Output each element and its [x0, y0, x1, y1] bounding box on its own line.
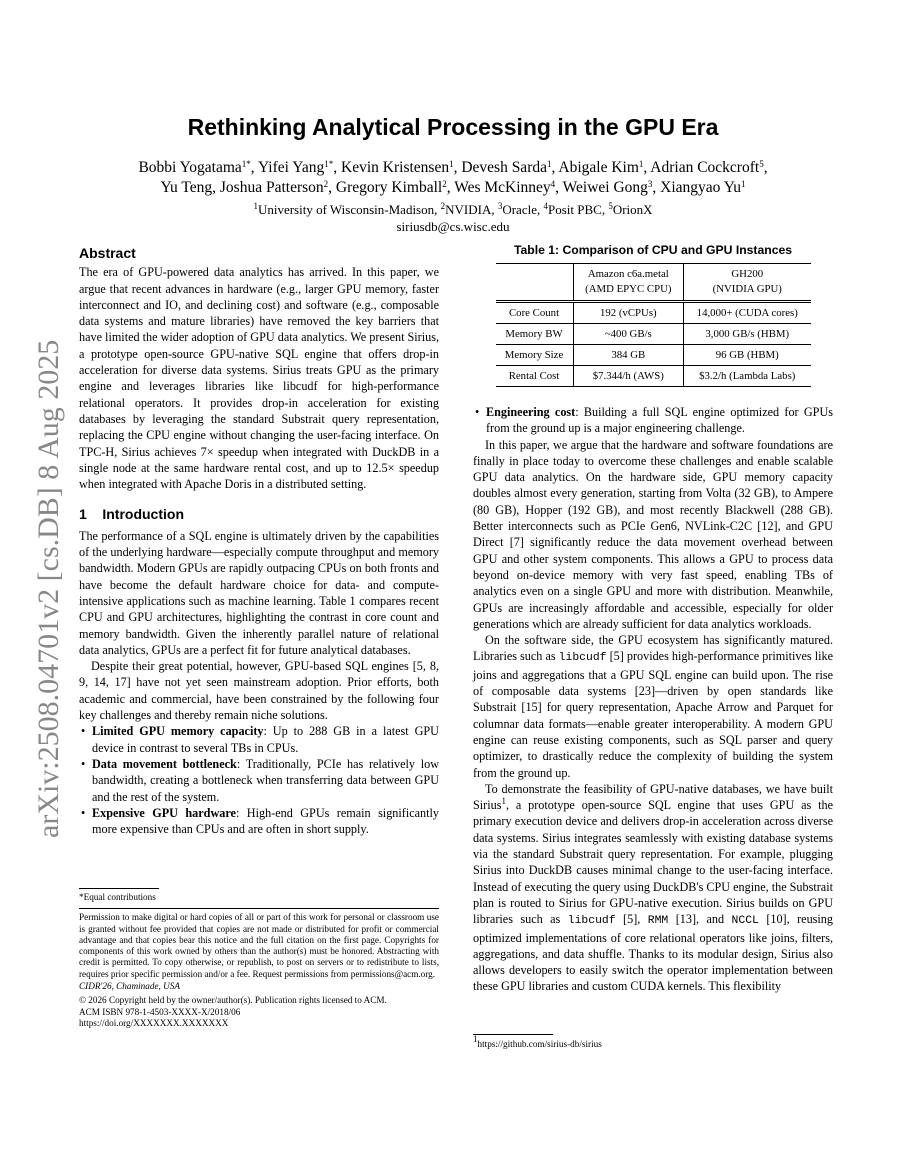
paragraph-sirius: To demonstrate the feasibility of GPU-native databases, we have built Sirius$^1$, a prototype open-source SQL engine that uses GPU as the primary execution device and delivers drop-in acceleration across diverse data systems. Sirius integrates seamlessly with existing database systems via the standard Substrait query representation. For example, plugging Sirius into DuckDB causes minimal change to the user-facing interface. Instead of executing the query using DuckDB's CPU engine, the Substrait plan is routed to Sirius for GPU-native execution. Sirius builds on GPU libraries such as libcudf [5], RMM [13], and NCCL [10], reusing optimized implementations of core relational operators like joins, filters, aggregations, and data shuffle. Thanks to its modular design, Sirius also allows developers to easily switch the operator implementation between these GPU libraries and custom CUDA kernels. This flexibility [473, 781, 833, 994]
right-column [473, 404, 833, 995]
comparison-table-block [473, 243, 833, 387]
challenge-item: • Limited GPU memory capacity: Up to 288 GB in a latest GPU device in contrast to several TBs in CPUs. [92, 723, 439, 756]
doi-link[interactable]: https://doi.org/XXXXXXX.XXXXXXX [79, 1017, 229, 1028]
authors-line-2: Yu Teng, Joshua Patterson$^2$, Gregory Kimball$^2$, Wes McKinney$^4$, Weiwei Gong$^3$, Xiangyao Yu$^1$ [160, 179, 746, 196]
permission-notice: Permission to make digital or hard copies of all or part of this work for personal or classroom use is granted without fee provided that copies are not made or distributed for profit or commercial advantage and that copies bear this notice and the full citation on the first page. Copyrights for components of this work owned by others than the author(s) must be honored. Abstracting with credit is permitted. To copy otherwise, or republish, to post on servers or to redistribute to lists, requires prior specific permission and/or a fee. Request permissions from permissions@acm.org. [79, 912, 439, 979]
equal-contribution-note: *Equal contributions [79, 892, 156, 902]
isbn: ACM ISBN 978-1-4503-XXXX-X/2018/06 [79, 1006, 241, 1017]
footnote-area [79, 888, 439, 1029]
intro-paragraph-2: Despite their great potential, however, GPU-based SQL engines [5, 8, 9, 14, 17] have not yet seen mainstream adoption. Prior efforts, both academic and commercial, have been constrained by the following four key challenges and thereby remain niche solutions. [79, 659, 439, 723]
affiliations [60, 201, 846, 235]
left-column [79, 245, 439, 837]
copyright: © 2026 Copyright held by the owner/author(s). Publication rights licensed to ACM. [79, 995, 387, 1006]
footnote-rule [473, 1034, 553, 1035]
intro-heading: 1 Introduction [79, 506, 184, 523]
paragraph-hardware: In this paper, we argue that the hardware and software foundations are finally in place today to overcome these challenges and enable scalable GPU data analytics. On the hardware side, GPU memory capacity doubles almost every generation, starting from Volta (32 GB), to Ampere (80 GB), Hopper (192 GB), and most recently Blackwell (288 GB). Better interconnects such as PCIe Gen6, NVLink-C2C [12], and GPU Direct [7] significantly reduce the data movement overhead between GPU and other system components. This allows a GPU to process data beyond on-device memory with very fast speed, enabling TBs of analytics even on a single GPU and more with distribution. Meanwhile, GPUs are increasingly affordable and accessible, especially for older generations which are already sufficient for data analytics workloads. [473, 437, 833, 631]
permission-rule [79, 908, 439, 909]
table-header-gpu: GH200 (NVIDIA GPU) [684, 264, 811, 302]
challenge-list [79, 723, 439, 837]
table-row: Memory BW ~400 GB/s 3,000 GB/s (HBM) [496, 324, 811, 345]
table-header-cpu: Amazon c6a.metal (AMD EPYC CPU) [573, 264, 683, 302]
author-list [60, 158, 846, 198]
footnote-rule [79, 888, 159, 889]
table-row: Core Count 192 (vCPUs) 14,000+ (CUDA cores) [496, 302, 811, 324]
challenge-item: • Engineering cost: Building a full SQL engine optimized for GPUs from the ground up is a major engineering challenge. [486, 404, 833, 437]
table-caption: Table 1: Comparison of CPU and GPU Instances [513, 243, 793, 257]
table-header-empty [496, 264, 574, 302]
right-footnote-area [473, 1034, 833, 1050]
challenge-list-cont [473, 404, 833, 437]
arxiv-identifier: arXiv:2508.04701v2 [cs.DB] 8 Aug 2025 [32, 339, 65, 838]
intro-paragraph-1: The performance of a SQL engine is ultimately driven by the capabilities of the underlying hardware—especially compute throughput and memory bandwidth. Modern GPUs are rapidly outpacing CPUs on both fronts and have become the default hardware choice for data- and compute-intensive applications such as machine learning. Table 1 compares recent CPU and GPU architectures, highlighting the contrast in core count and memory bandwidth. Given the inherently parallel nature of relational data analytics, GPUs are a perfect fit for future analytical databases. [79, 528, 439, 657]
paragraph-software: On the software side, the GPU ecosystem has significantly matured. Libraries such as libcudf [5] provides high-performance primitives like joins and aggregations that a GPU SQL engine can build upon. The rise of composable data systems [23]—driven by open standards like Substrait [15] for query representation, Apache Arrow and Parquet for columnar data formats—enable greater interoperability. A modern GPU engine can reuse existing components, such as SQL parser and query optimizer, to drastically reduce the complexity of building the system from the ground up. [473, 633, 834, 780]
contact-email: siriusdb@cs.wisc.edu [396, 219, 510, 234]
table-row: Rental Cost $7.344/h (AWS) $3.2/h (Lambda Labs) [496, 366, 811, 387]
abstract-text: The era of GPU-powered data analytics has arrived. In this paper, we argue that recent advances in hardware (e.g., larger GPU memory, faster interconnect and IO, and declining cost) and software (e.g., composable data systems and mature libraries) have removed the key barriers that have limited the wider adoption of GPU data analytics. We present Sirius, a prototype open-source GPU-native SQL engine that offers drop-in acceleration for diverse data systems. Sirius treats GPU as the primary engine and leverages libraries like libcudf for high-performance relational operators. It provides drop-in acceleration for existing databases by leveraging the standard Substrait query representation, replacing the CPU engine without changing the user-facing interface. On TPC-H, Sirius achieves 7× speedup when integrated with DuckDB in a single node at the same hardware rental cost, and up to 12.5× speedup when integrated with Apache Doris in a distributed setting. [79, 265, 439, 492]
arxiv-sidebar-stamp [10, 330, 70, 840]
challenge-item: • Data movement bottleneck: Traditionally, PCIe has relatively low bandwidth, creating a bottleneck when transferring data between GPU and the rest of the system. [92, 756, 439, 805]
abstract-heading: Abstract [79, 245, 136, 261]
footnote-github[interactable]: $^1$https://github.com/sirius-db/sirius [473, 1034, 602, 1049]
authors-line-1: Bobbi Yogatama$^{1*}$, Yifei Yang$^{1*}$, Kevin Kristensen$^1$, Devesh Sarda$^1$, Abigale Kim$^1$, Adrian Cockcroft$^5$, [138, 159, 768, 176]
table-row: Memory Size 384 GB 96 GB (HBM) [496, 345, 811, 366]
paper-title: Rethinking Analytical Processing in the GPU Era [187, 114, 719, 140]
affiliation-line: $^1$University of Wisconsin-Madison, $^2$NVIDIA, $^3$Oracle, $^4$Posit PBC, $^5$OrionX [253, 201, 653, 217]
venue: CIDR'26, Chaminade, USA [79, 981, 180, 992]
comparison-table [496, 263, 811, 387]
challenge-item: • Expensive GPU hardware: High-end GPUs remain significantly more expensive than CPUs and are often in short supply. [92, 805, 439, 838]
